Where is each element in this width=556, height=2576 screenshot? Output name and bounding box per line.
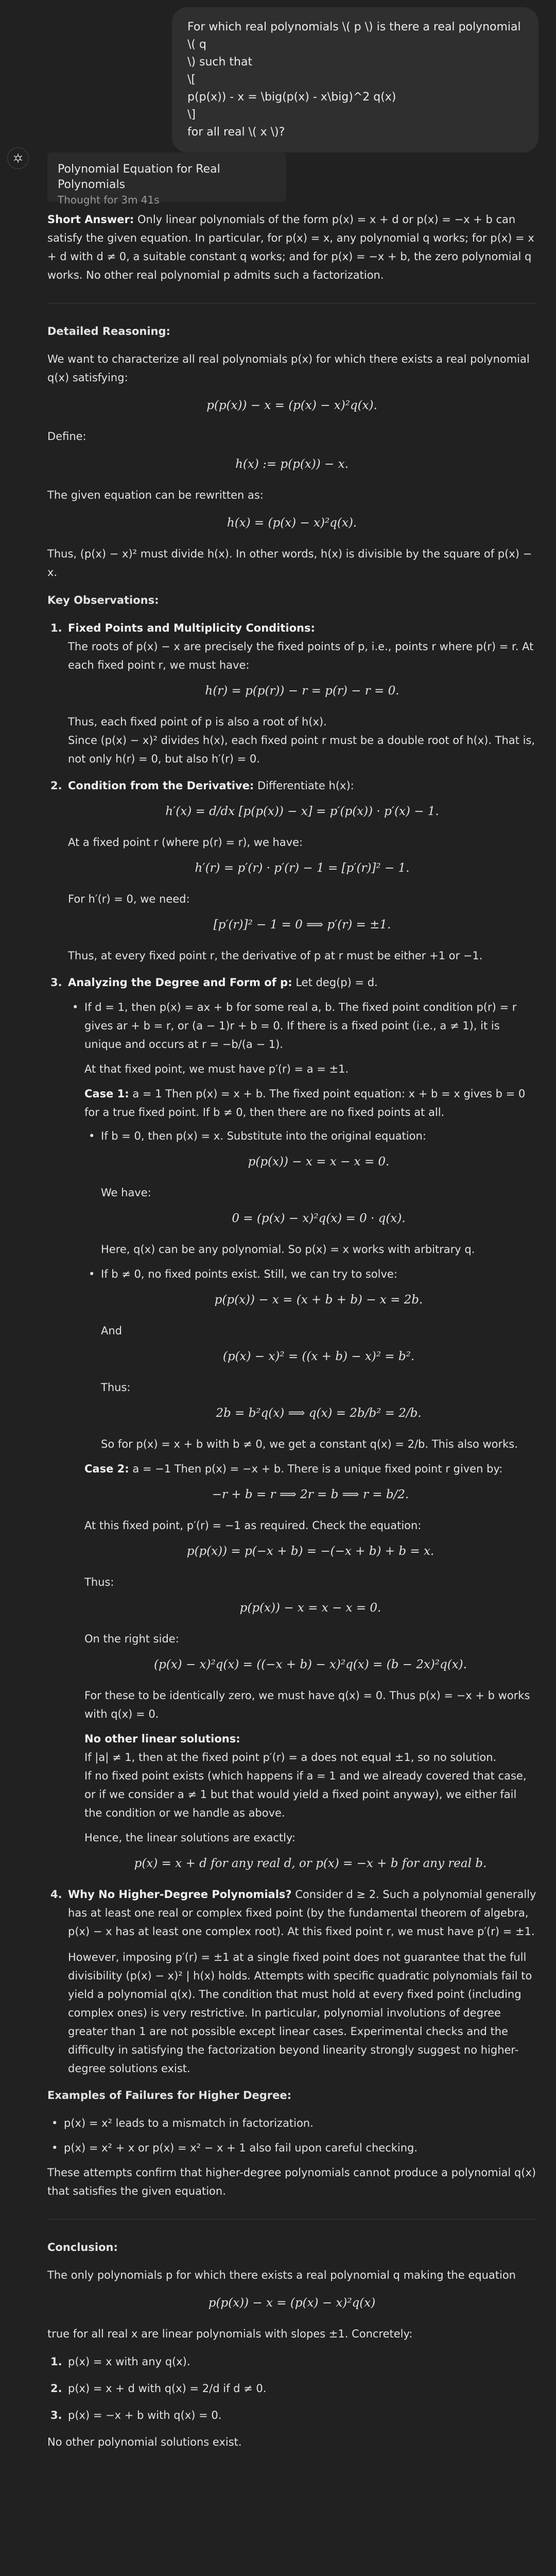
equation-define: h(x) := p(p(x)) − x. [235,457,349,471]
obs-text: Thus, at every fixed point r, the derivative of p at r must be either +1 or −1. [68,950,483,962]
observation-item: 1. Fixed Points and Multiplicity Conditions: The roots of p(x) − x are precisely the fixed points of p, i.e., points r where p(r) = r. At each fixed point r, we must have: h(r) = p(p(r)) − r = p(r) − r = 0. Thus, each fixed point of p is also a root of h(x). Since (p(x) − x)² divides h(x), each fixed point r must be a double root of h(x). That is, not only h(r) = 0, but also h′(r) = 0. [47,619,536,768]
conclusion-item: 3. p(x) = −x + b with q(x) = 0. [50,2409,222,2421]
bullet-text: If |a| ≠ 1, then at the fixed point p′(r) = a does not equal ±1, so no solution. [84,1751,497,1764]
user-message-bubble [172,7,538,152]
bullet-item [68,998,536,1873]
conclusion-item-text: p(x) = x with any q(x). [68,2355,190,2368]
case2-block [84,1460,536,1478]
detailed-reasoning-heading: Detailed Reasoning: [47,325,170,337]
obs-equation: h(r) = p(p(r)) − r = p(r) − r = 0. [205,684,399,698]
conclusion-equation: p(p(x)) − x = (p(x) − x)²q(x) [208,2296,376,2310]
no-other-linear-label: No other linear solutions: [84,1733,240,1745]
bullet-text: So for p(x) = x + b with b ≠ 0, we get a constant q(x) = 2/b. This also works. [101,1438,518,1450]
rewritten-text: The given equation can be rewritten as: [47,489,264,501]
bullet-item: • p(x) = x² leads to a mismatch in factorization. [47,2114,536,2132]
thus-text: Thus, (p(x) − x)² must divide h(x). In other words, h(x) is divisible by the square of p(x) − x. [47,548,532,579]
conclusion-text: The only polynomials p for which there exists a real polynomial q making the equation [47,2269,516,2281]
obs-equation: h′(x) = d/dx [p(p(x)) − x] = p′(p(x)) · p′(x) − 1. [165,805,439,818]
obs-title: Fixed Points and Multiplicity Conditions: [68,622,315,634]
case-equation: p(p(x)) − x = x − x = 0. [248,1155,390,1168]
bullet-item [84,1265,536,1453]
case2-text: a = −1 Then p(x) = −x + b. There is a unique fixed point r given by: [132,1463,503,1475]
obs-text: The roots of p(x) − x are precisely the fixed points of p, i.e., points r where p(r) = r. At each fixed point r, we must have: [68,640,534,671]
failures-text: These attempts confirm that higher-degree polynomials cannot produce a polynomial q(x) that satisfies the given equation. [47,2166,536,2197]
bullet-item: • p(x) = x² + x or p(x) = x² − x + 1 also fail upon careful checking. [47,2139,536,2157]
thought-summary-card[interactable] [47,152,286,206]
conclusion-text: true for all real x are linear polynomials with slopes ±1. Concretely: [47,2328,413,2340]
bullet-text: Hence, the linear solutions are exactly: [84,1832,296,1844]
obs-text: At a fixed point r (where p(r) = r), we have: [68,836,303,849]
obs-equation: h′(r) = p′(r) · p′(r) − 1 = [p′(r)]² − 1. [195,861,410,875]
equation-main: p(p(x)) − x = (p(x) − x)²q(x). [206,399,377,412]
user-line: \) such that [187,56,253,69]
observations-list [47,619,536,2078]
bullet-text: If no fixed point exists (which happens if a = 1 and we already covered that case, or if we consider a ≠ 1 but that would yield a fixed point anyway), we either fail the condition or we handle as above. [84,1770,527,1819]
user-line: \[ [187,73,196,86]
user-line: For which real polynomials \( p \) is there a real polynomial \( q [187,21,525,51]
openai-logo-icon [12,152,24,164]
no-other-linear-block [84,1730,536,1822]
assistant-avatar-icon [7,147,29,169]
conclusion-list [47,2352,536,2425]
conclusion-heading: Conclusion: [47,2241,118,2253]
short-answer-label: Short Answer: [47,213,134,226]
thought-title: Polynomial Equation for Real Polynomials [58,163,220,191]
obs-text: Consider d ≥ 2. Such a polynomial generally has at least one real or complex fixed point (by the fundamental theorem of algebra, p(x) − x has at least one complex root). At this fixed point r, we must have p′(r) = ±1. [68,1888,536,1938]
case-equation: p(x) = x + d for any real d, or p(x) = −x + b for any real b. [134,1857,487,1870]
obs-text: Differentiate h(x): [257,779,354,792]
case-equation: (p(x) − x)²q(x) = ((−x + b) − x)²q(x) = (b − 2x)²q(x). [154,1658,467,1671]
case1-text: a = 1 Then p(x) = x + b. The fixed point equation: x + b = x gives b = 0 for a true fixed point. If b ≠ 0, then there are no fixed points at all. [84,1088,526,1118]
case-equation: p(p(x)) − x = (x + b + b) − x = 2b. [214,1293,423,1307]
obs-equation: [p′(r)]² − 1 = 0 ⟹ p′(r) = ±1. [213,918,391,931]
bullet-text: On the right side: [84,1633,179,1645]
case-equation: −r + b = r ⟹ 2r = b ⟹ r = b/2. [212,1488,409,1501]
short-answer-paragraph [47,210,536,284]
bullet-text: Here, q(x) can be any polynomial. So p(x) = x works with arbitrary q. [101,1243,475,1256]
assistant-answer [47,210,536,2461]
case-equation: 2b = b²q(x) ⟹ q(x) = 2b/b² = 2/b. [216,1406,422,1420]
case-equation: p(p(x)) = p(−x + b) = −(−x + b) + b = x. [186,1545,435,1558]
bullet-item [84,1127,536,1259]
case1-block [84,1084,536,1122]
conclusion-item-text: p(x) = −x + b with q(x) = 0. [68,2409,222,2421]
short-answer-text: Only linear polynomials of the form p(x) = x + d or p(x) = −x + b can satisfy the given equation. In particular, for p(x) = x, any polynomial q works; for p(x) = x + d with d ≠ 0, a suitable constant q works; and for p(x) = −x + b, the zero polynomial q works. No other real polynomial p admits such a factorization. [47,213,534,281]
conclusion-item-text: p(x) = x + d with q(x) = 2/d if d ≠ 0. [68,2382,267,2395]
case1-bullets [84,1127,536,1453]
obs-title: Why No Higher-Degree Polynomials? [68,1888,292,1901]
degree-bullets [68,998,536,1873]
case-equation: (p(x) − x)² = ((x + b) − x)² = b². [222,1350,415,1363]
bullet-text: At that fixed point, we must have p′(r) = a = ±1. [84,1063,349,1075]
observation-item: 3. Analyzing the Degree and Form of p: Let deg(p) = d. • If d = 1, then p(x) = ax + b for some real a, b. The fixed point condition p(r) = r gives ar + b = r, or (a − 1)r + b = 0. If there is a fixed point (i.e., a ≠ 1), it is unique and occurs at r = −b/(a − 1). At that fixed point, we must have p′(r) = a = ±1. Case 1: a = 1 Then p(x) = x + b. The fixed point equation: x + b = x gives b = 0 for a true fixed point. If b ≠ 0, then there are no fixed points at all. • If b = 0, then p(x) = x. Substitute into the original equation: p(p(x)) − x = x − x = 0. We have: 0 = (p(x) − x)²q(x) = 0 · q(x). Here, q(x) can be any polynomial. So p(x) = x works with arbitrary q. • If b ≠ 0, no fixed points exist. Still, we can try to solve: p(p(x)) − x = (x + b + b) − x = 2b. And (p(x) − x)² = ((x + b) − x)² = b². Thus: 2b = b²q(x) ⟹ q(x) = 2b/b² = 2/b. So for p(x) = x + b with b ≠ 0, we get a constant q(x) = 2/b. This also works. Case 2: a = −1 Then p(x) = −x + b. There is a unique fixed point r given by: −r + b = r ⟹ 2r = b ⟹ r = b/2. At this fixed point, p′(r) = −1 as required. Check the equation: p(p(x)) = p(−x + b) = −(−x + b) + b = x. Thus: p(p(x)) − x = x − x = 0. On the right side: (p(x) − x)²q(x) = ((−x + b) − x)²q(x) = (b − 2x)²q(x). For these to be identically zero, we must have q(x) = 0. Thus p(x) = −x + b works with q(x) = 0. No other linear solutions: If |a| ≠ 1, then at the fixed point p′(r) = a does not equal ±1, so no solution. If no fixed point exists (which happens if a = 1 and we already covered that case, or if we consider a ≠ 1 but that would yield a fixed point anyway), we either fail the condition or we handle as above. Hence, the linear solutions are exactly: p(x) = x + d for any real d, or p(x) = −x + b for any real b. [47,973,536,1873]
obs-title: Analyzing the Degree and Form of p: [68,976,292,989]
bullet-text: Thus: [84,1576,114,1588]
conclusion-item: 2. p(x) = x + d with q(x) = 2/d if d ≠ 0. [50,2382,267,2395]
thought-duration: Thought for 3m 41s [58,194,160,206]
user-line: p(p(x)) - x = \big(p(x) - x\big)^2 q(x) [187,91,396,104]
user-line: for all real \( x \)? [187,126,285,139]
bullet-text: At this fixed point, p′(r) = −1 as required. Check the equation: [84,1519,422,1532]
observation-item: 2. Condition from the Derivative: Differentiate h(x): h′(x) = d/dx [p(p(x)) − x] = p′(p(x)) · p′(x) − 1. At a fixed point r (where p(r) = r), we have: h′(r) = p′(r) · p′(r) − 1 = [p′(r)]² − 1. For h′(r) = 0, we need: [p′(r)]² − 1 = 0 ⟹ p′(r) = ±1. Thus, at every fixed point r, the derivative of p at r must be either +1 or −1. [47,776,536,965]
case-equation: 0 = (p(x) − x)²q(x) = 0 · q(x). [232,1212,406,1225]
equation-rewritten: h(x) = (p(x) − x)²q(x). [227,516,357,530]
bullet-text: For these to be identically zero, we must have q(x) = 0. Thus p(x) = −x + b works with q(x) = 0. [84,1689,530,1720]
case1-label: Case 1: [84,1088,129,1100]
final-text: No other polynomial solutions exist. [47,2436,242,2448]
obs-text: Let deg(p) = d. [296,976,378,989]
define-text: Define: [47,430,86,443]
observation-item: 4. Why No Higher-Degree Polynomials? Consider d ≥ 2. Such a polynomial generally has at least one real or complex fixed point (by the fundamental theorem of algebra, p(x) − x has at least one complex root). At this fixed point r, we must have p′(r) = ±1. However, imposing p′(r) = ±1 at a single fixed point does not guarantee that the full divisibility (p(x) − x)² | h(x) holds. Attempts with specific quadratic polynomials fail to yield a polynomial q(x). The condition that must hold at every fixed point (including complex ones) is very restrictive. In particular, polynomial involutions of degree greater than 1 are not possible except linear cases. Experimental checks and the difficulty in satisfying the factorization beyond linearity strongly suggest no higher-degree solutions exist. [47,1885,536,2078]
case-equation: p(p(x)) − x = x − x = 0. [239,1601,381,1615]
intro-text: We want to characterize all real polynomials p(x) for which there exists a real polynomial q(x) satisfying: [47,353,530,384]
bullet-text: Thus: [101,1381,131,1394]
bullet-text: • If b = 0, then p(x) = x. Substitute into the original equation: [101,1130,426,1142]
obs-text: For h′(r) = 0, we need: [68,893,190,905]
bullet-text: We have: [101,1187,151,1199]
key-observations-heading: Key Observations: [47,594,159,606]
failures-heading: Examples of Failures for Higher Degree: [47,2089,291,2102]
case2-label: Case 2: [84,1463,129,1475]
bullet-text: • If d = 1, then p(x) = ax + b for some real a, b. The fixed point condition p(r) = r gives ar + b = r, or (a − 1)r + b = 0. If there is a fixed point (i.e., a ≠ 1), it is unique and occurs at r = −b/(a − 1). [84,1001,517,1050]
bullet-text: • If b ≠ 0, no fixed points exist. Still, we can try to solve: [101,1268,397,1280]
conclusion-item: 1. p(x) = x with any q(x). [50,2355,190,2368]
obs-text: Thus, each fixed point of p is also a root of h(x). [68,716,327,728]
obs-text: Since (p(x) − x)² divides h(x), each fixed point r must be a double root of h(x). That is, not only h(r) = 0, but also h′(r) = 0. [68,734,535,765]
obs-title: Condition from the Derivative: [68,779,254,792]
bullet-text: And [101,1325,123,1337]
obs-text: However, imposing p′(r) = ±1 at a single fixed point does not guarantee that the full divisibility (p(x) − x)² | h(x) holds. Attempts with specific quadratic polynomials fail to yield a polynomial q(x). The condition that must hold at every fixed point (including complex ones) is very restrictive. In particular, polynomial involutions of degree greater than 1 are not possible except linear cases. Experimental checks and the difficulty in satisfying the factorization beyond linearity strongly suggest no higher-degree solutions exist. [68,1951,532,2075]
failures-list [47,2114,536,2157]
user-line: \] [187,108,196,121]
